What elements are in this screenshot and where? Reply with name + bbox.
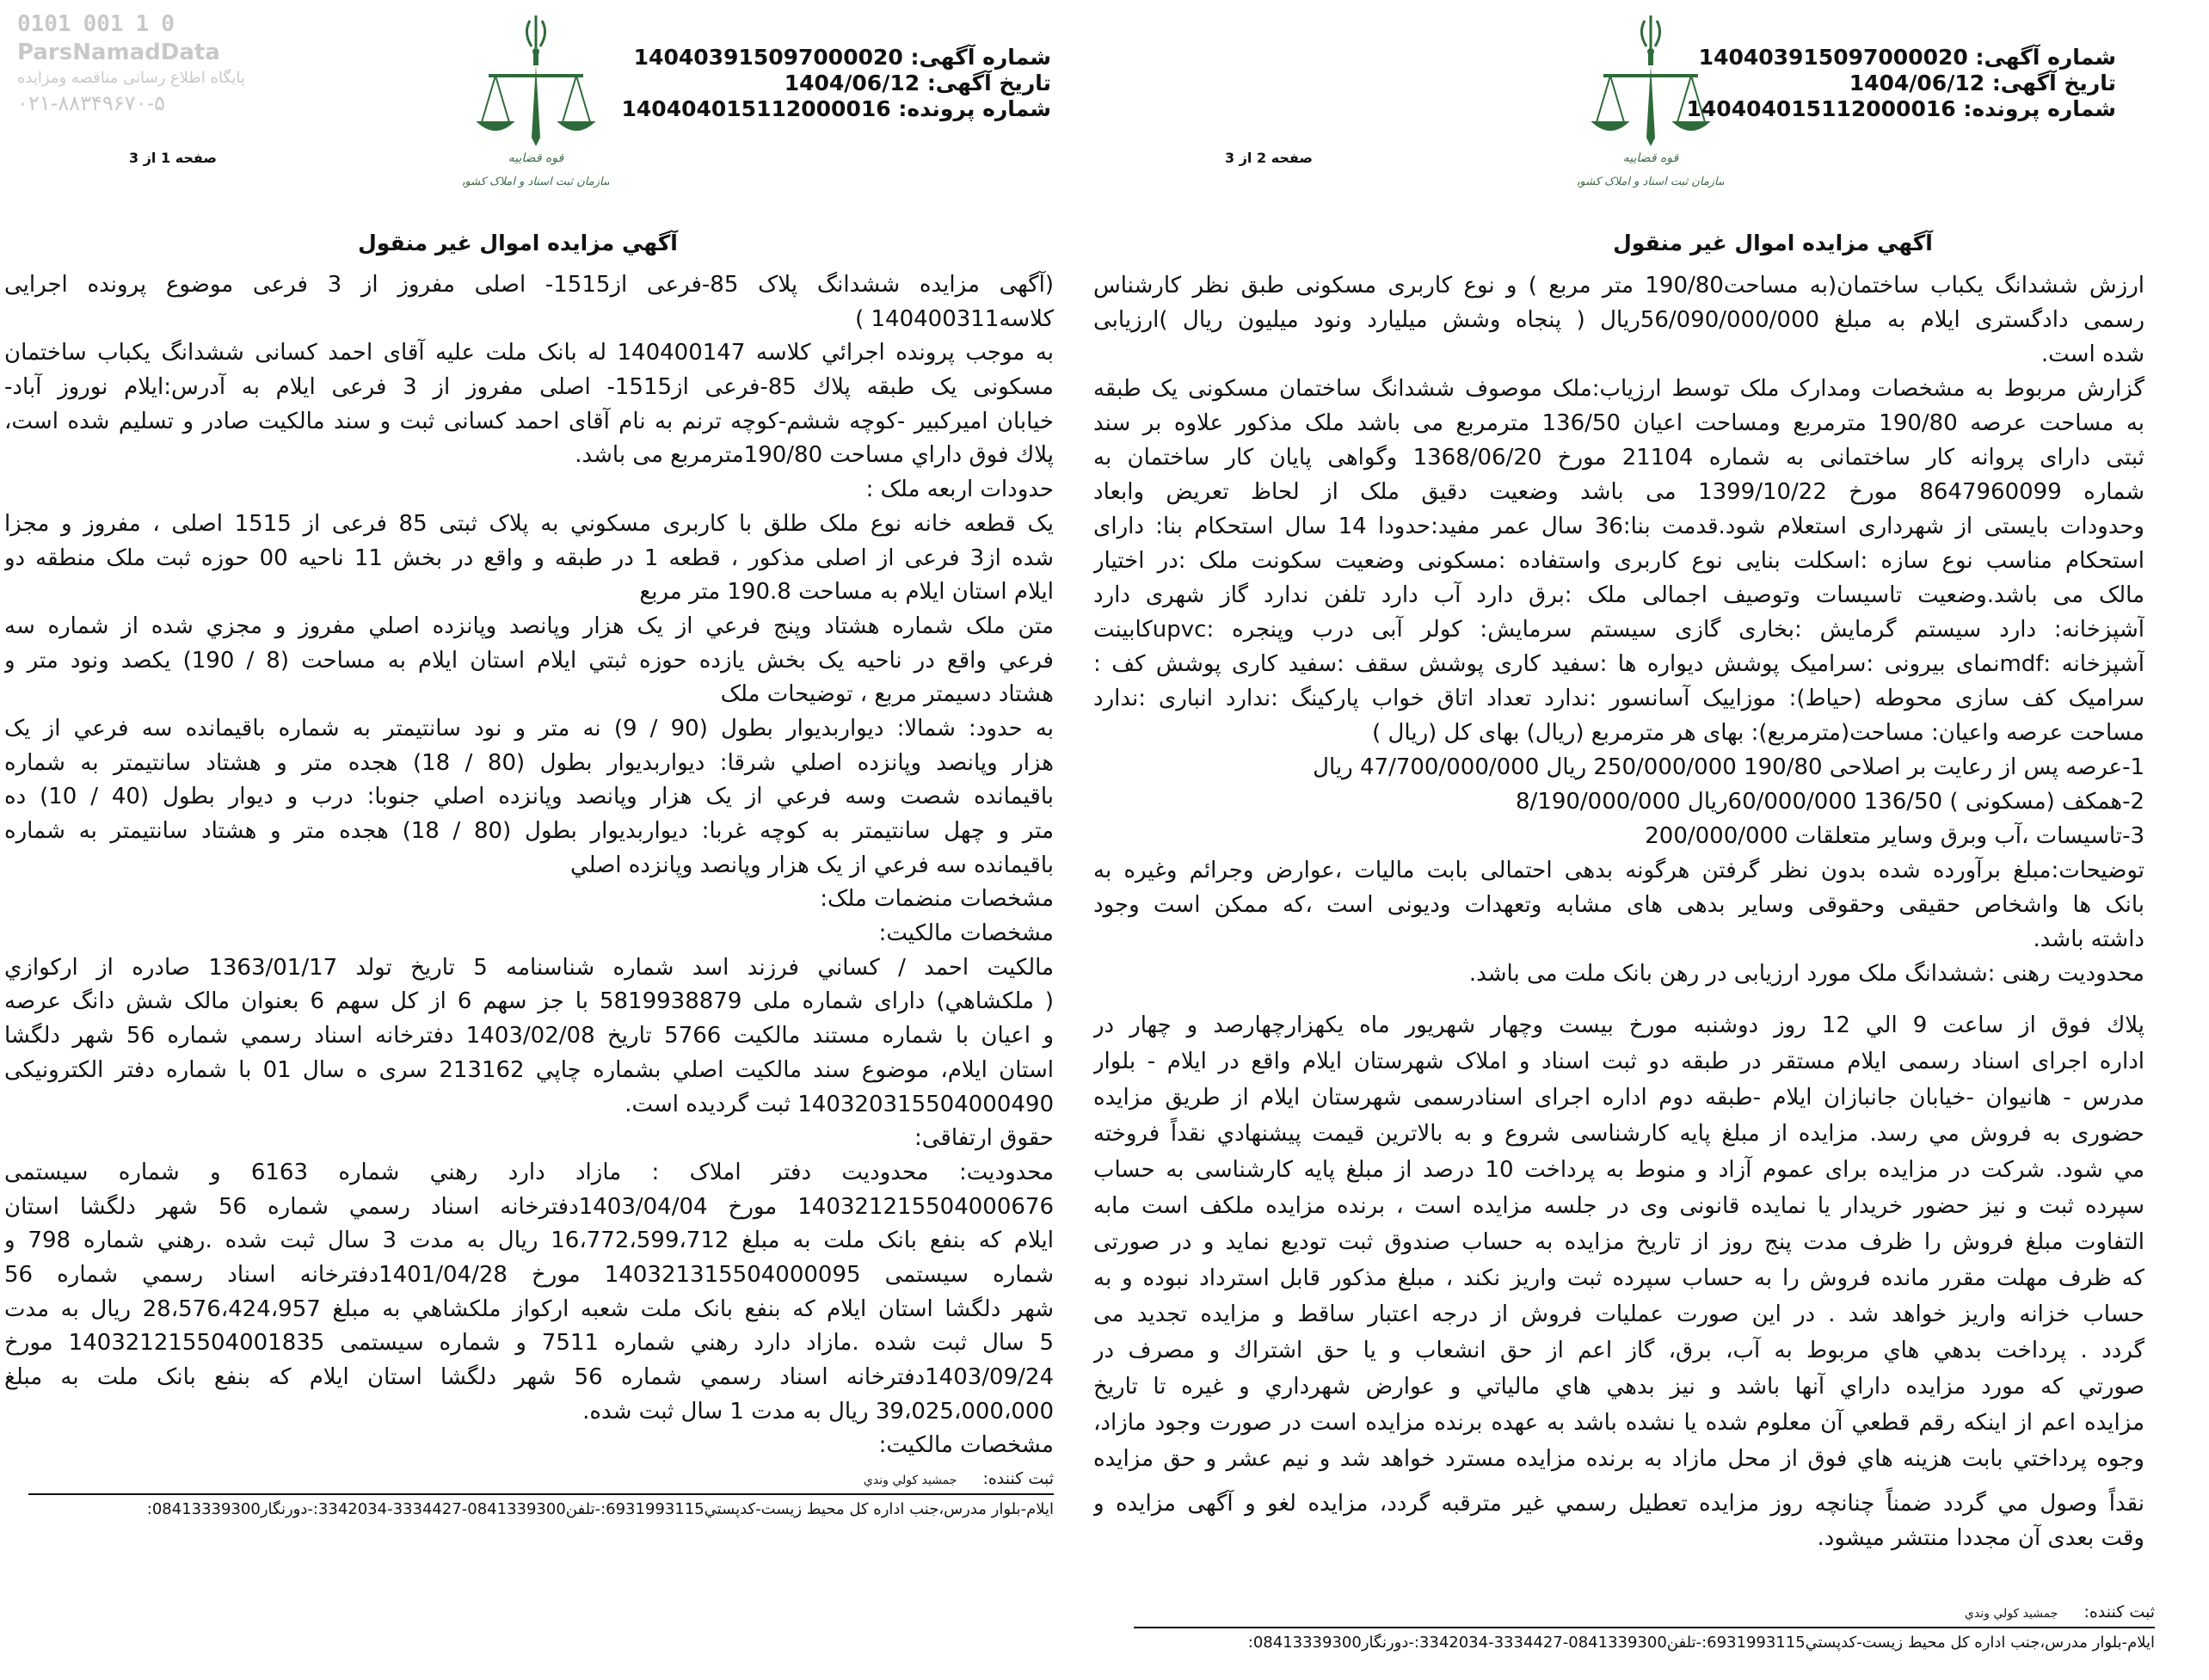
text-line: محدودیت رهنی :ششدانگ ملک مورد ارزیابی در رهن بانک ملت می باشد. [1468,961,2144,987]
logo-text-bottom: سازمان ثبت اسناد و املاک کشور [1578,175,1724,188]
page-footer [1134,1603,2155,1652]
text-line: شده از3 فرعی از اصلی مذکور ، قطعه 1 در طبقه و واقع در بخش 11 ناحیه 00 حوزه ثبت ملک منطقه دو [4,545,1054,571]
page-title: آگهي مزايده اموال غير منقول [1613,231,1933,255]
text-line: مساحت عرصه واعیان: مساحت(مترمربع): بهای هر مترمربع (ریال) بهای کل (ریال ) [1372,720,2144,746]
text-line: گزارش مربوط به مشخصات ومدارک ملک توسط ارزیاب:ملک موصوف ششدانگ ساختمان مسکونی یک طبقه [1093,376,2144,402]
text-line: مسکونی یک طبقه پلاك 85-فرعی از1515- اصلی مفروز از 3 فرعی ایلام به آدرس:ایلام نوروز آباد- [4,374,1054,401]
text-line: حضوری به فروش مي رسد. مزایده از مبلغ پایه کارشناسی شروع و به بالاترین قیمت پیشنهادي نقداً فروخته [1093,1121,2144,1147]
ad-number: شماره آگهی: 140403915097000020 [1698,45,2116,70]
text-line: سپرده ثبت و نیز حضور خریدار یا نمایده قانونی وی در جلسه مزایده است ، برنده مزایده ملکف است مابه [1093,1193,2144,1219]
page-title: آگهي مزايده اموال غير منقول [358,231,678,255]
text-line: ( ملکشاهي) دارای شماره ملی 5819938879 با جز سهم 6 از کل سهم 6 بعنوان مالک شش دانگ عرصه [4,988,1054,1015]
page-number: صفحه 1 از 3 [129,150,217,166]
ad-date: تاریخ آگهی: 1404/06/12 [1849,71,2116,95]
text-line: حقوق ارتفاقی: [914,1125,1054,1152]
text-line: آشپزخانه: دارد سیستم گرمایش :بخاری گازی سیستم سرمایش: کولر آبی درب وپنجره :upvcکابینت [1093,617,2144,643]
text-line: سرامیک کف سازی محوطه (حیاط): موزاییک آسانسور :ندارد تعداد اتاق خواب پارکینگ :ندارد انباری :ندارد [1093,686,2144,711]
text-line: شهر دلگشا استان ایلام که بنفع بانک ملت شعبه ارکواز ملکشاهي به مبلغ 28،576،424،957 ریال به مدت [4,1295,1054,1322]
registrar [28,1469,1054,1488]
registrar-name: جمشيد كولي وندي [1964,1607,2058,1621]
text-line: 140321215504000676 مورخ 1403/04/04دفترخانه اسناد رسمي شماره 56 شهر دلگشا استان [4,1193,1054,1220]
text-line: کلاسه140400311 ) [855,305,1054,332]
judiciary-logo [463,9,609,194]
text-line: مالک می باشد.وضعیت تاسیسات وتوصیف اجمالی ملک :برق دارد آب دارد تلفن ندارد گاز شهری دارد [1093,582,2144,608]
text-line: 5 سال ثبت شده .مازاد دارد رهني شماره 7511 و شماره سیستمی 140321215504001835 مورخ [4,1330,1054,1357]
page-1 [0,0,1104,1680]
text-line: بانک ها واشخاص حقیقی وحقوقی وسایر بدهی های مشابه وتعهدات ودیونی است ،که ممکن است وجود [1093,892,2144,918]
text-line: به مساحت عرصه 190/80 مترمربع ومساحت اعیان 136/50 مترمربع می باشد ملک مذکور علاوه بر سند [1093,410,2144,436]
text-line: نقداً وصول مي گردد ضمناً چنانچه روز مزایده تعطیل رسمي غیر مترقبه گردد، مزایده لغو و آگهی مزایده و [1093,1491,2144,1517]
text-line: باقیمانده شصت وسه فرعي از یک هزار وپانصد وپانزده اصلي جنوبا: درب و دیوار بطول (40 / 10) ده [4,784,1054,810]
footer-address: ايلام-بلوار مدرس،جنب اداره كل محيط زيست-كدپستي6931993115:-تلفن0841339300-3334427-3342034:-دورنگار08413339300: [146,1500,1054,1518]
text-line: مزایده اعم از اینکه رقم قطعي آن معلوم شده یا نشده باشد به عهده برنده مزایده است در صورت وجود مازاد، [1093,1410,2144,1436]
auction-terms-section [1093,1007,2144,1477]
text-line: ایلام که بنفع بانک ملت به مبلغ 16،772،599،712 ریال به مدت 3 سال ثبت شده .رهني شماره 798 و [4,1228,1054,1254]
text-line: ارزش ششدانگ یکباب ساختمان(به مساحت190/80 متر مربع ) و نوع کاربری مسکونی طبق نظر کارشناس [1093,273,2144,298]
registrar [1134,1603,2155,1622]
page-number: صفحه 2 از 3 [1225,150,1313,166]
text-line: مي شود. شرکت در مزایده برای عموم آزاد و منوط به پرداخت 10 درصد از مبلغ پایه کارشناسی به حساب [1093,1157,2144,1183]
text-line: وجوه پرداختي بابت هزینه هاي فوق از محل مازاد به برنده مزایده مسترد خواهد شد و نیم عشر و حق مزایده [1093,1446,2144,1472]
text-line: 1403/09/24دفترخانه اسناد رسمي شماره 56 شهر دلگشا استان ایلام که بنفع بانک ملت به مبلغ [4,1364,1054,1390]
text-line: متر و چهل سانتیمتر به کوچه غربا: دیواربدیوار بطول (80 / 18) هجده متر و هشتاد سانتیمتر به شماره [4,818,1054,844]
ad-header [622,45,1051,122]
text-line: التفاوت مبلغ فروش را ظرف مدت پنج روز از تاریخ مزایده به حساب صندوق ثبت تودیع نماید و در صورتی [1093,1229,2144,1255]
text-line: مالکیت احمد / کساني فرزند اسد شماره شناسنامه 5 تاریخ تولد 1363/01/17 صادره از ارکوازي [4,954,1054,981]
registrar-label: ثبت كننده: [982,1469,1054,1488]
text-line: فرعي واقع در ناحیه یک بخش یازده حوزه ثبتي ایلام استان ایلام به مساحت (8 / 190) یکصد ونود متر و [4,647,1054,674]
logo-text-top: قوه قضاییه [1622,151,1679,165]
text-line: داشته باشد. [2033,926,2144,952]
text-line: مشخصات منضمات ملک: [820,886,1054,913]
appraisal-section [1093,268,2144,991]
case-number: شماره پرونده: 140404015112000016 [1686,96,2116,121]
text-line: متن ملک شماره هشتاد وپنج فرعي از یک هزار وپانصد وپانزده اصلي مفروز و مجزي شده از شماره سه [4,612,1054,639]
text-line: 1-عرصه پس از رعایت بر اصلاحی 190/80 250/000/000 ریال 47/700/000/000 ریال [1313,754,2144,780]
logo-text-top: قوه قضاییه [508,151,564,165]
text-line: استان ایلام، موضوع سند مالکیت اصلي بشماره چاپي 213162 سری ه سال 01 با شماره دفتر الکترونیکی [4,1056,1054,1083]
text-line: آشپزخانه :mdfنمای بیرونی :سرامیک پوشش دیواره ها :سفید کاری پوشش سقف :سفید کاری پوشش کف : [1093,651,2144,677]
text-line: اداره اجرای اسناد رسمی ایلام مستقر در طبقه دو ثبت اسناد و املاک شهرستان ایلام واقع در ایلام - بلوار [1093,1049,2144,1074]
text-line: به حدود: شمالا: دیواربدیوار بطول (90 / 9) نه متر و نود سانتیمتر به شماره باقیمانده سه فرعي از یک [4,715,1054,742]
text-line: استحکام مناسب نوع سازه :اسکلت بنایی نوع کاربری واستفاده :مسکونی وضعیت سکونت ملک :در اختیار [1093,548,2144,574]
text-line: ثبتی دارای پروانه کار ساختمانی به شماره 21104 مورخ 1368/06/20 وگواهی پایان کار ساختمان به [1093,445,2144,471]
ad-header [1687,45,2116,122]
text-line: که ظرف مهلت مقرر مانده فروش را به حساب سپرده ثبت واریز نکند ، مبلغ مذکور قابل استرداد نبوده و به [1093,1265,2144,1291]
ad-date: تاریخ آگهی: 1404/06/12 [784,71,1051,95]
scales-of-justice-icon [1578,9,1724,194]
text-line: و اعیان با شماره مستند مالکیت 5766 تاریخ 1403/02/08 دفترخانه اسناد رسمي شماره 56 شهر دلگشا [4,1023,1054,1049]
text-line: شماره 8647960099 مورخ 1399/10/22 می باشد وضعیت دقیق ملک از لحاظ تعریض وابعاد [1093,479,2144,505]
text-line: به موجب پرونده اجرائي كلاسه 140400147 له بانک ملت علیه آقای احمد کسانی ششدانگ یکباب ساختمان [4,340,1054,366]
watermark-subtitle: پایگاه اطلاع رسانی مناقصه ومزایده [17,69,245,87]
watermark-digit-group: 1 [135,11,150,37]
text-line: حساب خزانه واریز خواهد شد . در این صورت عملیات فروش از درجه اعتبار ساقط و مزایده تجدید می [1093,1302,2144,1327]
text-line: پلاك فوق از ساعت 9 الي 12 روز دوشنبه مورخ بیست وچهار شهریور ماه یکهزارچهارصد و چهار در [1093,1012,2144,1038]
footer-divider [28,1493,1054,1495]
text-line: یک قطعه خانه نوع ملک طلق با کاربری مسکوني به پلاک ثبتی 85 فرعی از 1515 اصلی ، مفروز و مجزا [4,510,1054,537]
page-footer [28,1469,1054,1518]
text-line: حدودات اربعه ملک : [865,477,1054,503]
text-line: 2-همکف (مسکونی ) 136/50 60/000/000ریال 8/190/000/000 [1515,789,2144,815]
text-line: وحدودات بایستی از شهرداری استعلام شود.قدمت بنا:36 سال عمر مفید:حدودا 14 سال استحکام بنا: دارای [1093,514,2144,539]
text-line: شده است. [2040,342,2144,367]
watermark-digit-group: 0101 [17,11,71,37]
text-line: شماره سیستمی 140321315504000095 مورخ 1401/04/28دفترخانه اسناد رسمي شماره 56 [4,1261,1054,1288]
text-line: توضیحات:مبلغ برآورده شده بدون نظر گرفتن هرگونه بدهی احتمالی بابت مالیات ،عوارض وجرائم وغیره به [1093,858,2144,883]
watermark-phone: ۰۲۱-۸۸۳۴۹۶۷۰-۵ [17,91,166,115]
text-line: وقت بعدی آن مجددا منتشر میشود. [1817,1525,2144,1551]
text-line: هشتاد دسیمتر مربع ، توضیحات ملک [720,681,1054,708]
case-number: شماره پرونده: 140404015112000016 [621,96,1051,121]
text-line: هزار وپانصد وپانزده اصلي شرقا: دیواربدیوار بطول (80 / 18) هجده متر و هشتاد سانتیمتر به شماره [4,749,1054,776]
footer-divider [1134,1627,2155,1628]
text-line: محدودیت: محدودیت دفتر املاک : مازاد دارد رهني شماره 6163 و شماره سیستمی [4,1159,1054,1185]
page-2 [1093,0,2209,1680]
text-line: 3-تاسیسات ،آب وبرق وسایر متعلقات 200/000/000 [1645,823,2144,849]
text-line: صورتي که مورد مزایده داراي آنها باشد و نیز بدهي هاي مالیاتي و عوارض شهرداري و غیره تا تاریخ [1093,1374,2144,1400]
watermark-digit-group: 001 [83,11,124,37]
ad-number: شماره آگهی: 140403915097000020 [633,45,1051,70]
text-line: باقیمانده سه فرعي از یک هزار وپانصد وپانزده اصلي [569,852,1054,878]
text-line: (آگهی مزایده ششدانگ پلاک 85-فرعی از1515- اصلی مفروز از 3 فرعی موضوع پرونده اجرایی [4,272,1054,298]
text-line: مشخصات مالکیت: [878,1432,1054,1459]
watermark-digit-group: 0 [161,11,175,37]
text-line: خیابان امیرکبیر -کوچه ششم-کوچه ترنم به نام آقای احمد کسانی ثبت و سند مالکیت صادر و تسلیم شده است، [4,408,1054,434]
judiciary-logo [1578,9,1724,194]
text-line: ایلام استان ایلام به مساحت 190.8 متر مربع [639,579,1054,606]
auction-closing-section [1093,1486,2144,1555]
footer-address: ايلام-بلوار مدرس،جنب اداره كل محيط زيست-كدپستي6931993115:-تلفن0841339300-3334427-3342034:-دورنگار08413339300: [1247,1634,2155,1652]
text-line: مدرس - هانیوان -خیابان جانبازان ایلام -طبقه دوم اداره اجرای اسنادرسمی شهرستان ایلام از طریق مزایده [1093,1085,2144,1111]
text-line: گردد . پرداخت بدهي هاي مربوط به آب، برق، گاز اعم از حق انشعاب و یا حق اشتراك و مصرف در [1093,1338,2144,1363]
text-line: رسمی دادگستری ایلام به مبلغ 56/090/000/000ریال ( پنجاه وشش میلیارد ونود میلیون ریال )ارزیابی [1093,307,2144,333]
registrar-label: ثبت كننده: [2083,1603,2155,1622]
text-line: مشخصات مالکیت: [878,920,1054,947]
text-line: 39،025،000،000 ریال به مدت 1 سال ثبت شده. [582,1398,1054,1425]
text-line: 140320315504000490 ثبت گردیده است. [625,1091,1054,1117]
watermark-brand: ParsNamadData [17,40,220,65]
registrar-name: جمشيد كولي وندي [863,1474,957,1487]
notice-body [4,268,1054,1463]
text-line: پلاك فوق داراي مساحت 190/80مترمربع می باشد. [575,442,1054,469]
scales-of-justice-icon [463,9,609,194]
logo-text-bottom: سازمان ثبت اسناد و املاک کشور [463,175,609,188]
